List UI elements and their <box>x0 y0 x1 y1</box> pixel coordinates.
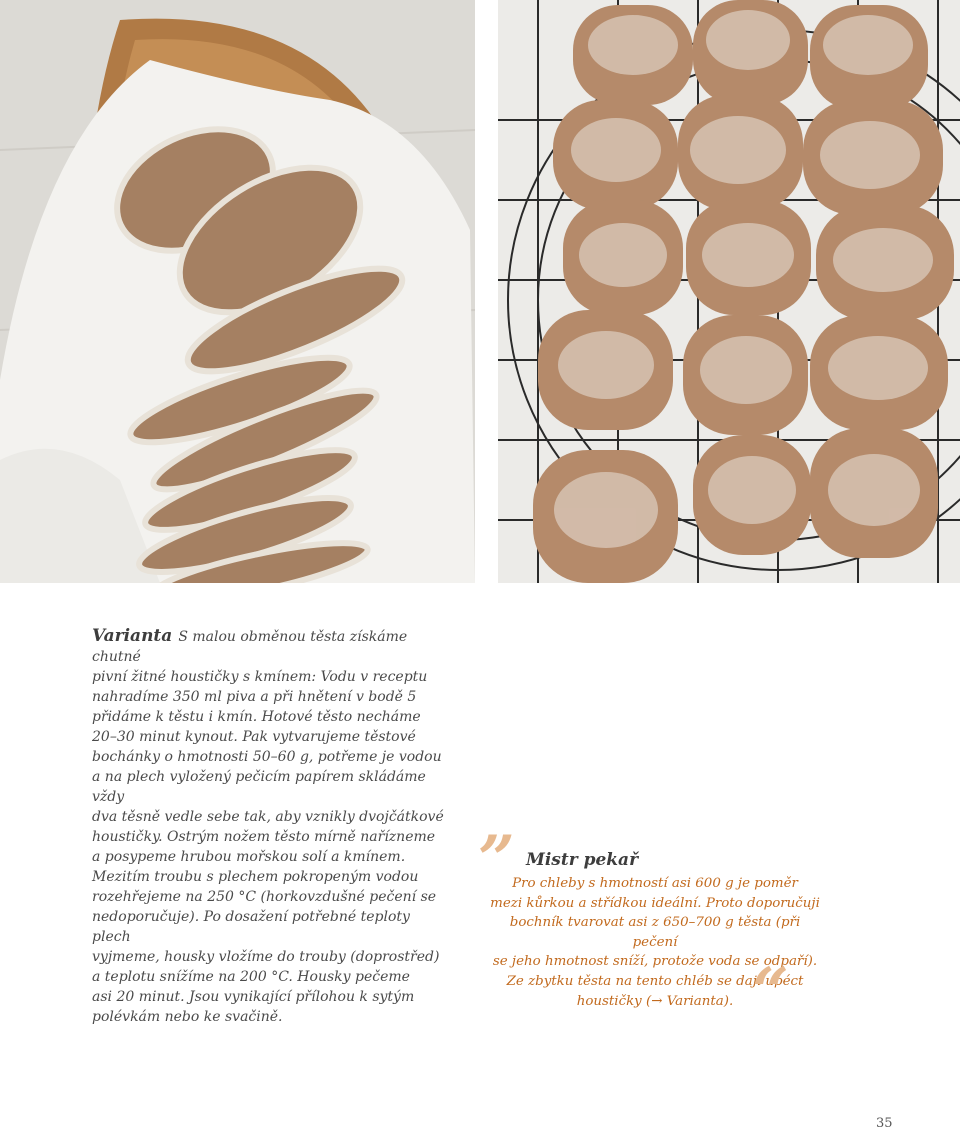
page-number: 35 <box>876 1116 893 1131</box>
variant-line: nedoporučuje). Po dosažení potřebné teploty plech <box>92 909 410 945</box>
variant-line: a posypeme hrubou mořskou solí a kmínem. <box>92 849 406 865</box>
variant-line: polévkám nebo ke svačině. <box>92 1009 283 1025</box>
sliced-bread-basket-photo-icon <box>0 0 475 583</box>
bread-rolls-photo <box>498 0 960 583</box>
variant-line: nahradíme 350 ml piva a při hnětení v bodě 5 <box>92 689 417 705</box>
variant-line: vyjmeme, housky vložíme do trouby (doprostřed) <box>92 949 440 965</box>
variant-line: S malou obměnou těsta získáme chutné <box>92 629 408 665</box>
quote-line: mezi kůrkou a střídkou ideální. Proto doporučuji <box>490 895 820 911</box>
quote-close-icon: “ <box>752 954 789 1029</box>
variant-line: a teplotu snížíme na 200 °C. Housky pečeme <box>92 969 410 985</box>
variant-line: Mezitím troubu s plechem pokropeným vodou <box>92 869 419 885</box>
variant-paragraph <box>92 626 452 1027</box>
variant-line: a na plech vyložený pečicím papírem skládáme vždy <box>92 769 426 805</box>
quote-line: Ze zbytku těsta na tento chléb se dají upéct <box>506 973 804 989</box>
variant-line: 20–30 minut kynout. Pak vytvarujeme těstové <box>92 729 416 745</box>
variant-line: rozehřejeme na 250 °C (horkovzdušné pečení se <box>92 889 437 905</box>
variant-line: dva těsně vedle sebe tak, aby vznikly dvojčátkové <box>92 809 444 825</box>
variant-line: přidáme k těstu i kmín. Hotové těsto necháme <box>92 709 421 725</box>
variant-line: houstičky. Ostrým nožem těsto mírně nařízneme <box>92 829 436 845</box>
variant-line: pivní žitné houstičky s kmínem: Vodu v receptu <box>92 669 428 685</box>
bread-rolls-on-rack-photo-icon <box>498 0 960 583</box>
variant-line: bochánky o hmotnosti 50–60 g, potřeme je vodou <box>92 749 442 765</box>
quote-line: houstičky (→ Varianta). <box>576 993 734 1009</box>
sliced-bread-photo <box>0 0 475 583</box>
quote-line: Pro chleby s hmotností asi 600 g je poměr <box>512 876 798 891</box>
quote-title: Mistr pekař <box>526 850 639 870</box>
quote-open-icon: ” <box>478 822 515 897</box>
variant-line: asi 20 minut. Jsou vynikající přílohou k sytým <box>92 989 415 1005</box>
quote-line: bochník tvarovat asi z 650–700 g těsta (při pečení <box>509 915 801 950</box>
variant-title: Varianta <box>92 626 173 646</box>
quote-line: se jeho hmotnost sníží, protože voda se odpaří). <box>492 954 818 970</box>
